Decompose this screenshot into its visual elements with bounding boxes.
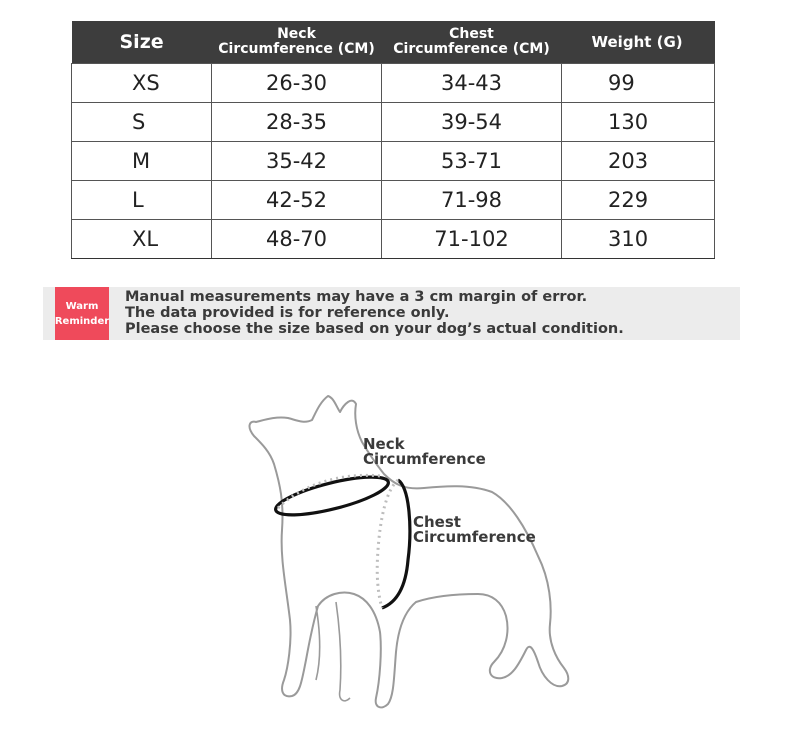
chest-ring-back [377, 480, 398, 608]
header-neck [212, 21, 382, 64]
cell-size: L [72, 181, 212, 220]
header-chest-line1: Chest [449, 26, 494, 42]
chest-ring-front [382, 480, 410, 608]
warm-reminder-badge [55, 287, 109, 340]
table-header-row [72, 21, 715, 64]
table-row [72, 103, 715, 142]
cell-weight: 229 [562, 181, 715, 220]
warm-reminder-banner [43, 287, 740, 340]
header-neck-line2: Circumference (CM) [218, 41, 375, 57]
table-row [72, 64, 715, 103]
neck-circumference-label: Neck Circumference [363, 435, 486, 468]
cell-weight: 99 [562, 64, 715, 103]
badge-line1: Warm [65, 300, 99, 312]
size-chart-table [71, 21, 715, 259]
reminder-line: Please choose the size based on your dog’s actual condition. [125, 321, 624, 337]
table-row [72, 181, 715, 220]
cell-neck: 42-52 [212, 181, 382, 220]
cell-neck: 26-30 [212, 64, 382, 103]
header-neck-line1: Neck [277, 26, 316, 42]
chest-circumference-label: Chest Circumference [413, 513, 536, 546]
cell-weight: 310 [562, 220, 715, 259]
cell-size: M [72, 142, 212, 181]
neck-ring [273, 469, 392, 522]
header-size: Size [72, 21, 212, 64]
cell-size: XS [72, 64, 212, 103]
table-row [72, 142, 715, 181]
reminder-notes [125, 289, 624, 337]
header-weight: Weight (G) [562, 21, 715, 64]
neck-ring-back [278, 475, 380, 508]
cell-chest: 53-71 [382, 142, 562, 181]
header-chest [382, 21, 562, 64]
cell-weight: 203 [562, 142, 715, 181]
cell-chest: 34-43 [382, 64, 562, 103]
cell-neck: 28-35 [212, 103, 382, 142]
cell-chest: 71-102 [382, 220, 562, 259]
table-row [72, 220, 715, 259]
cell-chest: 39-54 [382, 103, 562, 142]
dog-measurement-diagram [230, 380, 610, 720]
cell-size: XL [72, 220, 212, 259]
cell-size: S [72, 103, 212, 142]
cell-neck: 35-42 [212, 142, 382, 181]
cell-neck: 48-70 [212, 220, 382, 259]
reminder-line: The data provided is for reference only. [125, 305, 450, 321]
dog-outline-icon [230, 380, 610, 720]
badge-line2: Reminder [54, 315, 110, 327]
header-chest-line2: Circumference (CM) [393, 41, 550, 57]
reminder-line: Manual measurements may have a 3 cm margin of error. [125, 289, 588, 305]
cell-chest: 71-98 [382, 181, 562, 220]
cell-weight: 130 [562, 103, 715, 142]
